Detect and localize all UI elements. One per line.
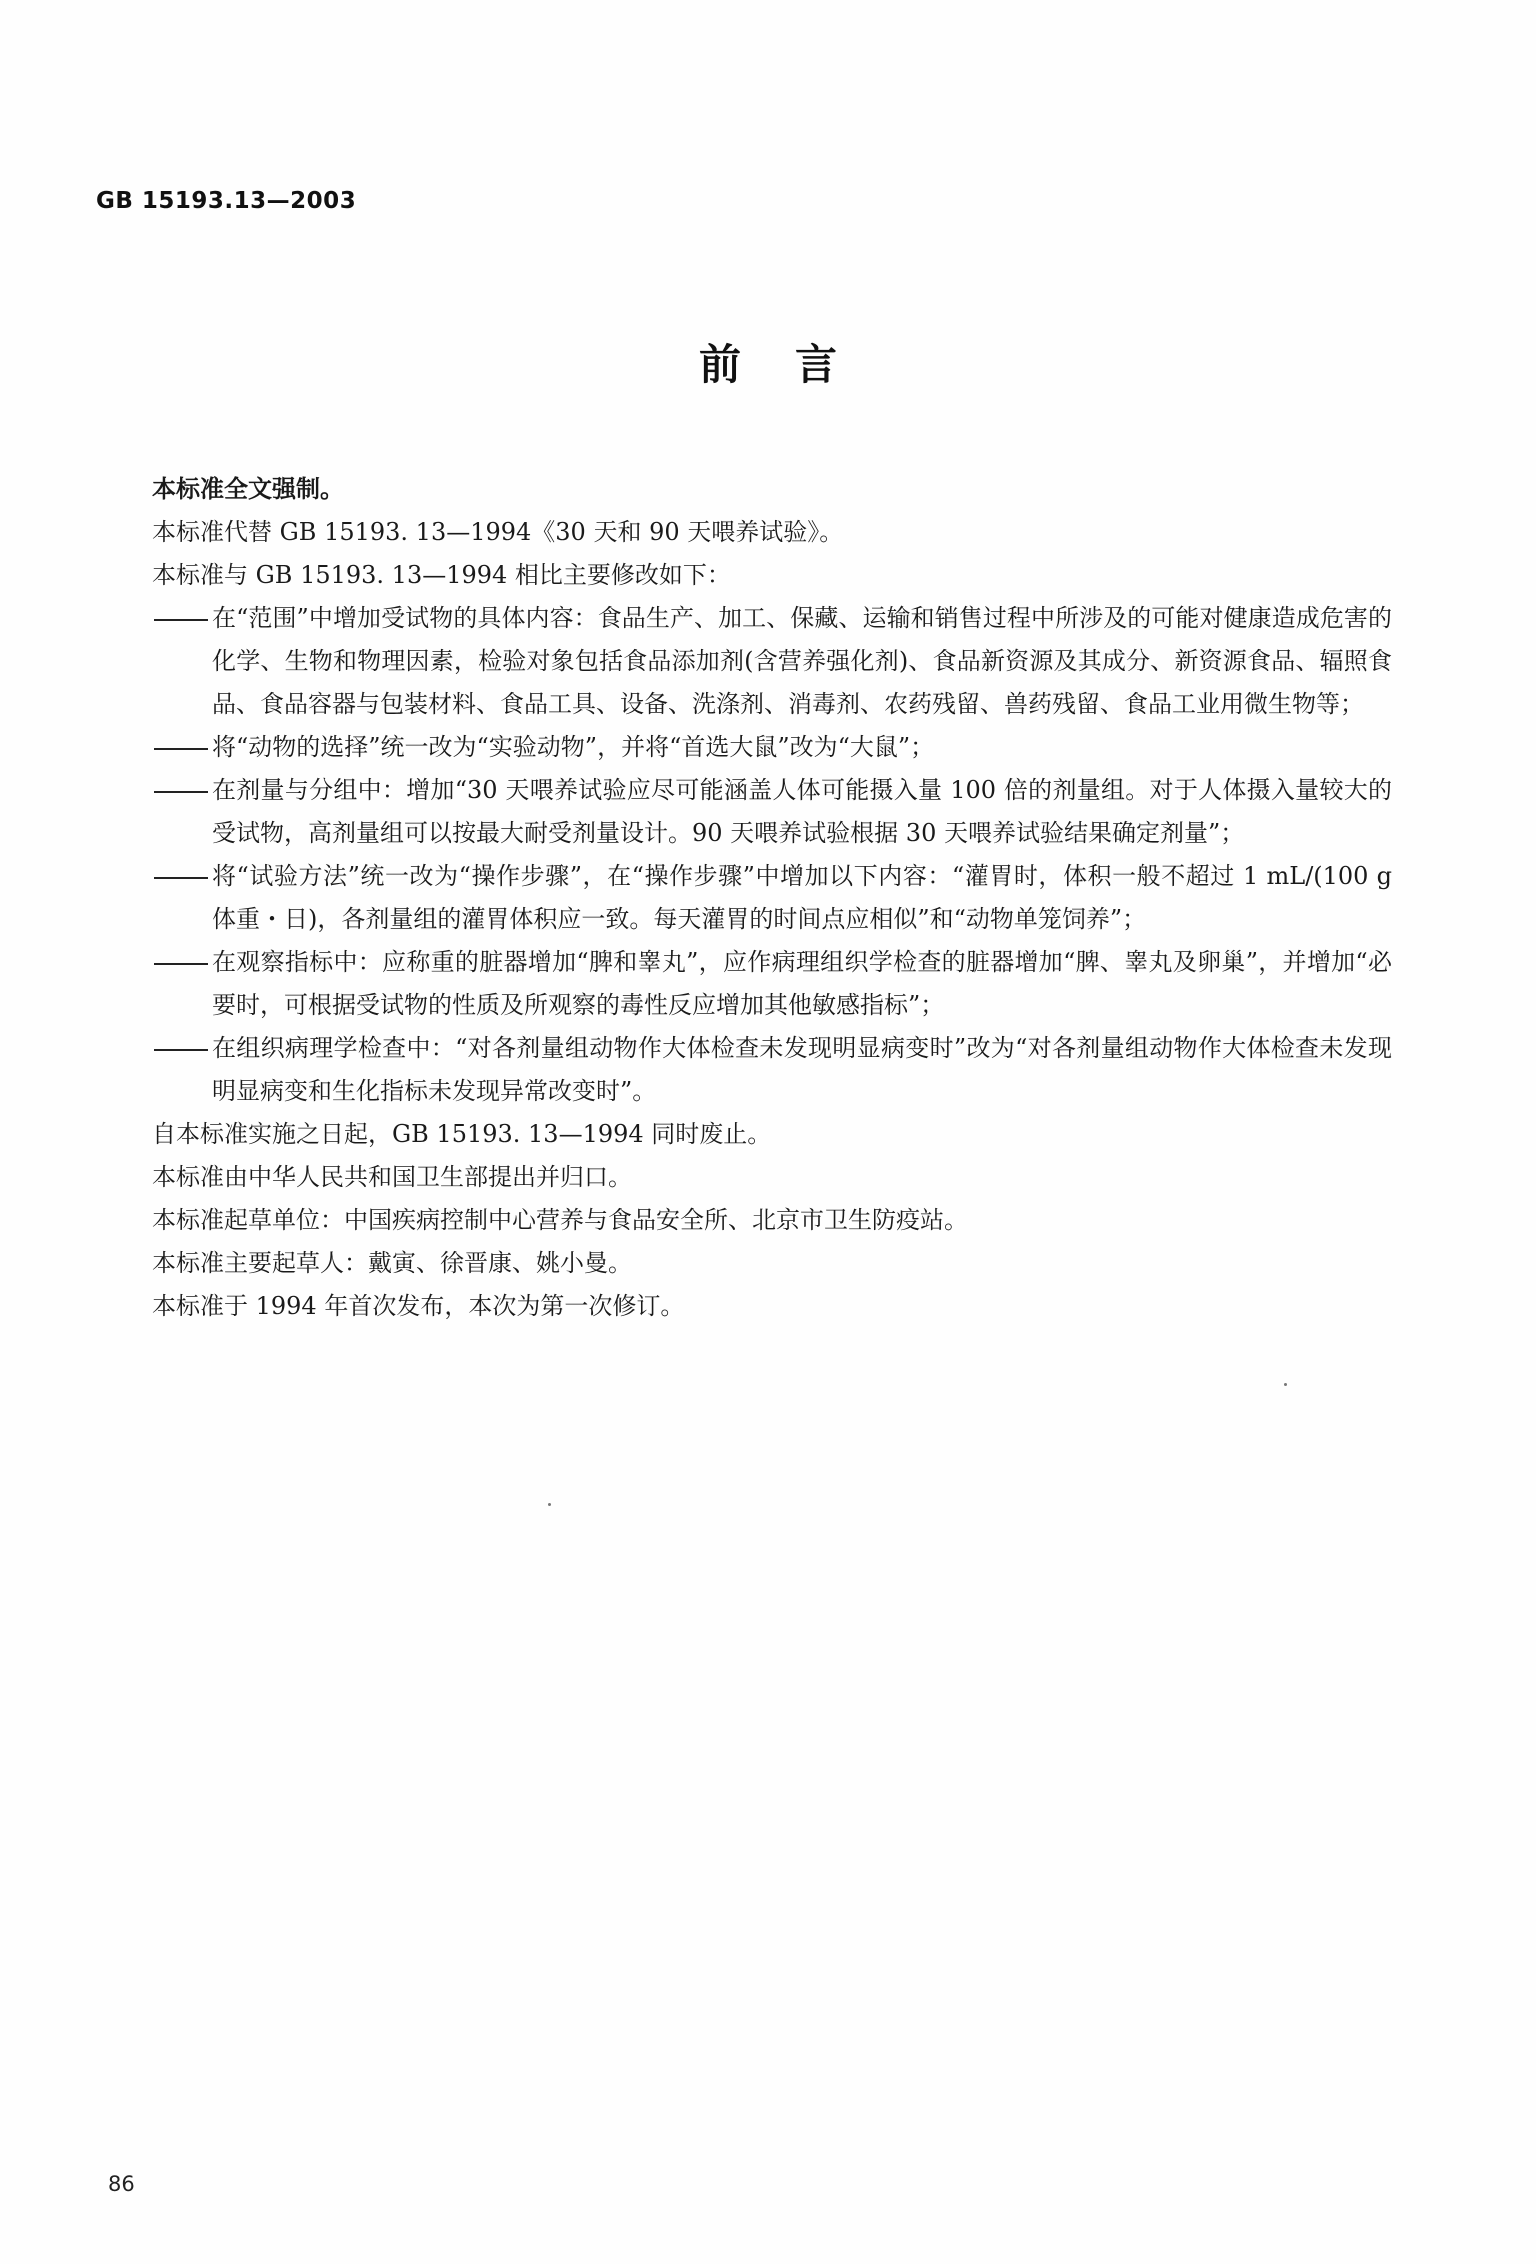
scan-speck [548, 1503, 551, 1506]
page-title: 前言 [698, 340, 891, 389]
list-item-text: 将“动物的选择”统一改为“实验动物”，并将“首选大鼠”改为“大鼠”； [212, 733, 935, 761]
effective-statement: 自本标准实施之日起，GB 15193. 13—1994 同时废止。 [152, 1120, 772, 1148]
list-item-text: 在观察指标中：应称重的脏器增加“脾和睾丸”，应作病理组织学检查的脏器增加“脾、睾丸及卵巢”，并增加“必要时，可根据受试物的性质及所观察的毒性反应增加其他敏感指标”； [212, 948, 1392, 1019]
changes-intro: 本标准与 GB 15193. 13—1994 相比主要修改如下： [152, 561, 731, 589]
scan-speck [1284, 1383, 1287, 1386]
list-item [152, 941, 1392, 1027]
standard-number: GB 15193.13—2003 [96, 188, 357, 214]
drafting-units-statement: 本标准起草单位：中国疾病控制中心营养与食品安全所、北京市卫生防疫站。 [152, 1206, 968, 1234]
foreword-body [152, 468, 1392, 1328]
list-item [152, 726, 1392, 769]
mandatory-statement: 本标准全文强制。 [152, 475, 344, 503]
list-item [152, 769, 1392, 855]
list-item-text: 在“范围”中增加受试物的具体内容：食品生产、加工、保藏、运输和销售过程中所涉及的可能对健康造成危害的化学、生物和物理因素，检验对象包括食品添加剂(含营养强化剂)、食品新资源及其成分、新资源食品、辐照食品、食品容器与包装材料、食品工具、设备、洗涤剂、消毒剂、农药残留、兽药残留、食品工业用微生物等； [212, 604, 1392, 718]
list-item [152, 855, 1392, 941]
replaces-statement: 本标准代替 GB 15193. 13—1994《30 天和 90 天喂养试验》。 [152, 518, 844, 546]
list-item-text: 将“试验方法”统一改为“操作步骤”，在“操作步骤”中增加以下内容：“灌胃时，体积一般不超过 1 mL/(100 g 体重・日)，各剂量组的灌胃体积应一致。每天灌胃的时间点应相似”和“动物单笼饲养”； [212, 862, 1392, 933]
history-statement: 本标准于 1994 年首次发布，本次为第一次修订。 [152, 1292, 685, 1320]
list-item-text: 在剂量与分组中：增加“30 天喂养试验应尽可能涵盖人体可能摄入量 100 倍的剂量组。对于人体摄入量较大的受试物，高剂量组可以按最大耐受剂量设计。90 天喂养试验根据 30 天喂养试验结果确定剂量”； [212, 776, 1392, 847]
page-number: 86 [108, 2172, 135, 2196]
list-item-text: 在组织病理学检查中：“对各剂量组动物作大体检查未发现明显病变时”改为“对各剂量组动物作大体检查未发现明显病变和生化指标未发现异常改变时”。 [212, 1034, 1392, 1105]
proposed-by-statement: 本标准由中华人民共和国卫生部提出并归口。 [152, 1163, 632, 1191]
changes-list [152, 597, 1392, 1113]
list-item [152, 597, 1392, 726]
list-item [152, 1027, 1392, 1113]
drafters-statement: 本标准主要起草人：戴寅、徐晋康、姚小曼。 [152, 1249, 632, 1277]
